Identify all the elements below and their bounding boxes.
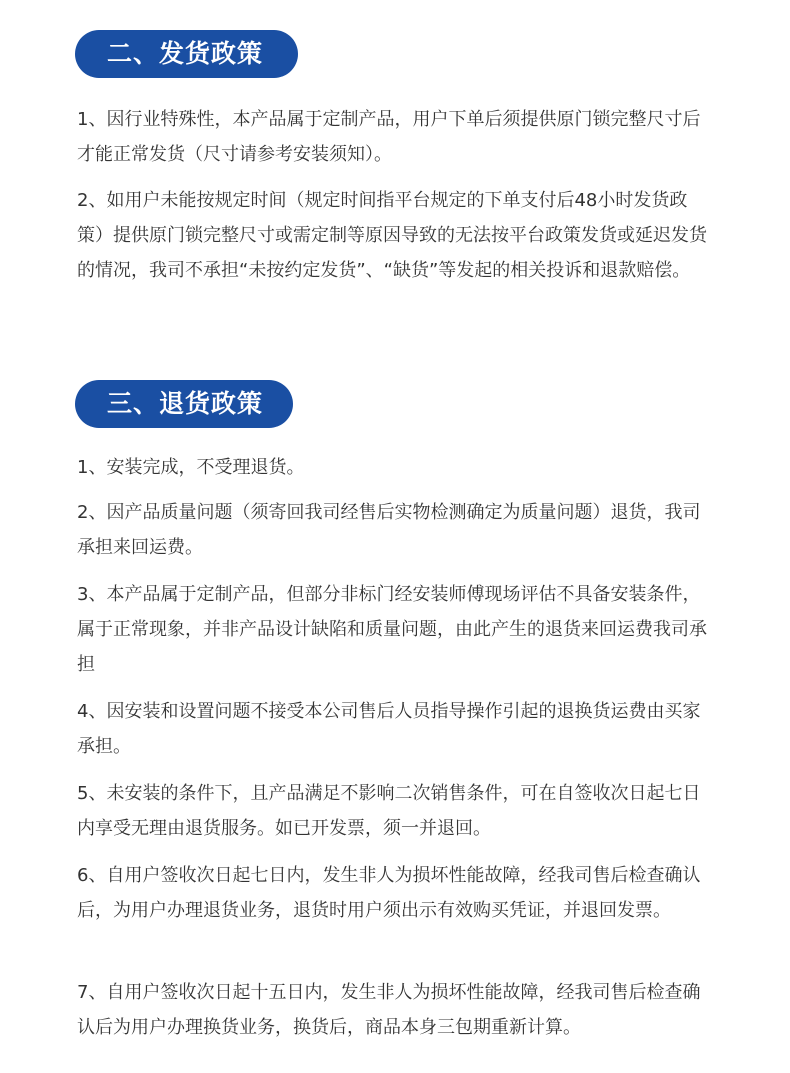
return-item-1: 1、安装完成，不受理退货。 [77, 457, 305, 478]
return-item-5: 5、未安装的条件下，且产品满足不影响二次销售条件，可在自签收次日起七日内享受无理由退货服务。如已开发票，须一并退回。 [77, 783, 701, 839]
return-item-3: 3、本产品属于定制产品，但部分非标门经安装师傅现场评估不具备安装条件，属于正常现象，并非产品设计缺陷和质量问题，由此产生的退货来回运费我司承担 [77, 584, 707, 675]
return-item-6: 6、自用户签收次日起七日内，发生非人为损坏性能故障，经我司售后检查确认后，为用户办理退货业务，退货时用户须出示有效购买凭证，并退回发票。 [77, 865, 701, 921]
shipping-item-2: 2、如用户未能按规定时间（规定时间指平台规定的下单支付后48小时发货政策）提供原门锁完整尺寸或需定制等原因导致的无法按平台政策发货或延迟发货的情况，我司不承担“未按约定发货”、“缺货”等发起的相关投诉和退款赔偿。 [77, 190, 707, 281]
return-item-4: 4、因安装和设置问题不接受本公司售后人员指导操作引起的退换货运费由买家承担。 [77, 701, 701, 757]
shipping-item-1: 1、因行业特殊性，本产品属于定制产品，用户下单后须提供原门锁完整尺寸后才能正常发货（尺寸请参考安装须知）。 [77, 109, 701, 165]
return-policy-heading: 三、退货政策 [75, 380, 293, 428]
return-item-2: 2、因产品质量问题（须寄回我司经售后实物检测确定为质量问题）退货，我司承担来回运费。 [77, 502, 701, 558]
shipping-policy-heading: 二、发货政策 [75, 30, 298, 78]
return-item-7: 7、自用户签收次日起十五日内，发生非人为损坏性能故障，经我司售后检查确认后为用户办理换货业务，换货后，商品本身三包期重新计算。 [77, 982, 701, 1038]
